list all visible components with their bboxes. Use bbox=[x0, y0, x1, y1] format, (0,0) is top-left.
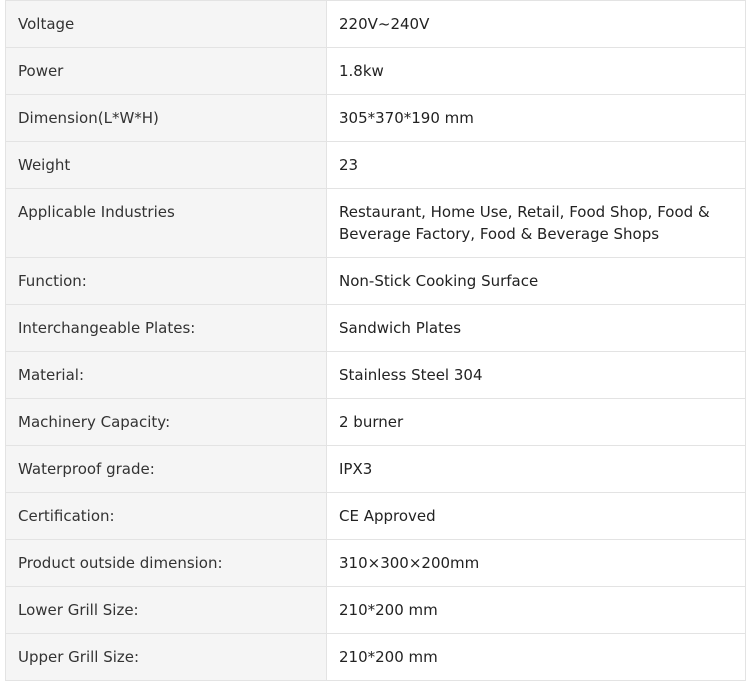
spec-value: CE Approved bbox=[327, 493, 746, 540]
spec-value: IPX3 bbox=[327, 446, 746, 493]
spec-label: Certification: bbox=[6, 493, 327, 540]
spec-value: 210*200 mm bbox=[327, 634, 746, 681]
spec-label: Power bbox=[6, 48, 327, 95]
spec-label: Waterproof grade: bbox=[6, 446, 327, 493]
table-row bbox=[6, 305, 746, 352]
spec-value: 220V~240V bbox=[327, 1, 746, 48]
spec-label: Machinery Capacity: bbox=[6, 399, 327, 446]
spec-label: Material: bbox=[6, 352, 327, 399]
table-row bbox=[6, 540, 746, 587]
spec-value: 23 bbox=[327, 142, 746, 189]
spec-label: Product outside dimension: bbox=[6, 540, 327, 587]
table-row bbox=[6, 352, 746, 399]
spec-value: 310×300×200mm bbox=[327, 540, 746, 587]
spec-value: Restaurant, Home Use, Retail, Food Shop, Food & Beverage Factory, Food & Beverage Shops bbox=[327, 189, 746, 258]
spec-label: Applicable Industries bbox=[6, 189, 327, 258]
spec-value: Stainless Steel 304 bbox=[327, 352, 746, 399]
spec-label: Weight bbox=[6, 142, 327, 189]
table-row bbox=[6, 446, 746, 493]
spec-table bbox=[5, 0, 746, 681]
table-row bbox=[6, 1, 746, 48]
spec-label: Function: bbox=[6, 258, 327, 305]
table-row bbox=[6, 587, 746, 634]
spec-label: Voltage bbox=[6, 1, 327, 48]
table-row bbox=[6, 142, 746, 189]
spec-value: Sandwich Plates bbox=[327, 305, 746, 352]
table-row bbox=[6, 95, 746, 142]
table-row bbox=[6, 258, 746, 305]
spec-value: Non-Stick Cooking Surface bbox=[327, 258, 746, 305]
spec-label: Interchangeable Plates: bbox=[6, 305, 327, 352]
spec-value: 210*200 mm bbox=[327, 587, 746, 634]
spec-label: Upper Grill Size: bbox=[6, 634, 327, 681]
table-row bbox=[6, 399, 746, 446]
table-row bbox=[6, 48, 746, 95]
spec-value: 2 burner bbox=[327, 399, 746, 446]
table-row bbox=[6, 634, 746, 681]
spec-value: 305*370*190 mm bbox=[327, 95, 746, 142]
spec-label: Dimension(L*W*H) bbox=[6, 95, 327, 142]
table-row bbox=[6, 493, 746, 540]
table-row bbox=[6, 189, 746, 258]
spec-label: Lower Grill Size: bbox=[6, 587, 327, 634]
spec-value: 1.8kw bbox=[327, 48, 746, 95]
